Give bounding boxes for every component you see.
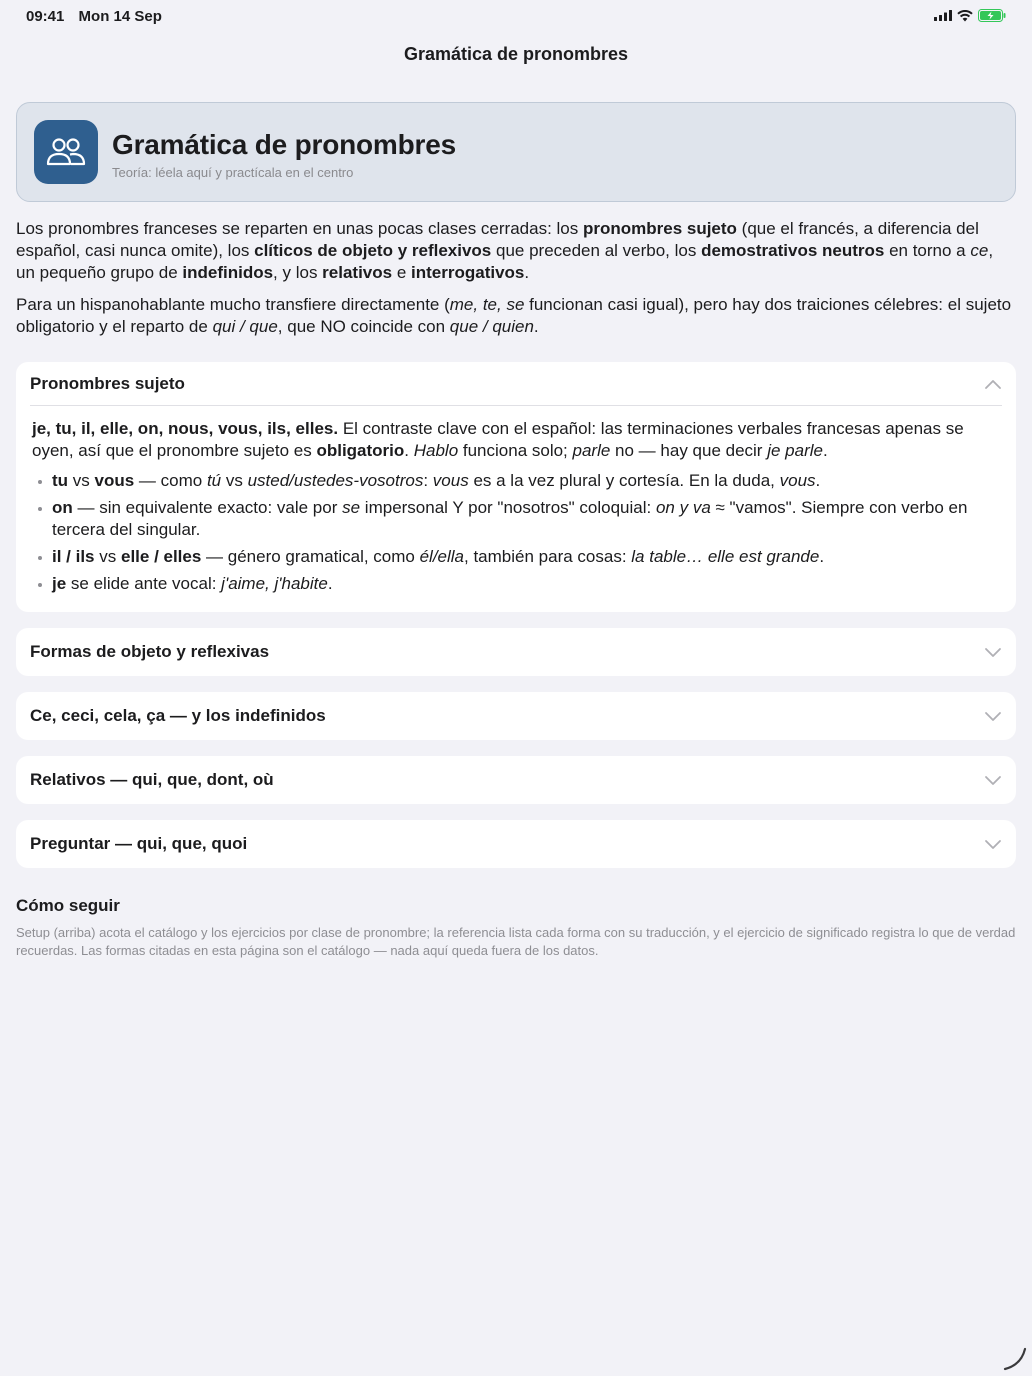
section-title: Ce, ceci, cela, ça — y los indefinidos	[30, 706, 326, 725]
section-preguntar[interactable]	[16, 820, 1016, 868]
section-formas-objeto[interactable]	[16, 628, 1016, 676]
hero-subtitle: Teoría: léela aquí y practícala en el centro	[112, 164, 354, 180]
section-title: Formas de objeto y reflexivas	[30, 642, 270, 661]
chevron-down-icon	[984, 838, 1002, 850]
chevron-down-icon	[984, 774, 1002, 786]
hero-card	[16, 102, 1016, 202]
battery-charging-icon	[978, 9, 1006, 22]
intro-paragraph-1: Los pronombres franceses se reparten en unas pocas clases cerradas: los pronombres sujeto (que el francés, a diferencia del español, casi nunca omite), los clíticos de objeto y reflexivos que preceden al verbo, los demostrativos neutros en torno a ce, un pequeño grupo de indefinidos, y los relativos e interrogativos.	[16, 219, 994, 282]
signal-icon	[934, 10, 952, 21]
section-title: Pronombres sujeto	[30, 373, 185, 393]
section-title: Preguntar — qui, que, quoi	[30, 834, 248, 853]
status-date: Mon 14 Sep	[78, 8, 162, 25]
list-item: on — sin equivalente exacto: vale por se impersonal Y por "nosotros" coloquial: on y va ≈ "vamos". Siempre con verbo en tercera del singular.	[32, 497, 1000, 541]
section-body-text: je, tu, il, elle, on, nous, vous, ils, elles. El contraste clave con el español: las terminaciones verbales francesas apenas se oyen, así que el pronombre sujeto es obligatorio. Hablo funciona solo; parle no — hay que decir je parle.	[32, 419, 964, 460]
section-pronombres-sujeto	[16, 362, 1016, 612]
next-steps-title: Cómo seguir	[16, 896, 120, 915]
nav-title: Gramática de pronombres	[403, 44, 629, 64]
section-header[interactable]	[16, 628, 1016, 676]
section-demostrativos[interactable]	[16, 692, 1016, 740]
next-steps-text: Setup (arriba) acota el catálogo y los ejercicios por clase de pronombre; la referencia lista cada forma con su traducción, y el ejercicio de significado registra lo que de verdad recuerdas. Las formas citadas en esta página son el catálogo — nada aquí queda fuera de los datos.	[16, 925, 1016, 958]
status-bar	[0, 0, 1032, 32]
chevron-down-icon	[984, 646, 1002, 658]
hero-title: Gramática de pronombres	[112, 128, 456, 160]
main-content	[16, 102, 1016, 960]
status-time: 09:41	[26, 8, 65, 25]
section-title: Relativos — qui, que, dont, où	[30, 770, 274, 789]
bullet-list	[32, 470, 1000, 595]
chevron-up-icon	[984, 378, 1002, 390]
chevron-down-icon	[984, 710, 1002, 722]
list-item: je se elide ante vocal: j'aime, j'habite.	[32, 573, 1000, 595]
people-icon	[34, 120, 98, 184]
intro-paragraph-2: Para un hispanohablante mucho transfiere directamente (me, te, se funcionan casi igual), pero hay dos traiciones célebres: el sujeto obligatorio y el reparto de qui / que, que NO coincide con que / quien.	[16, 295, 1012, 336]
wifi-icon	[957, 10, 973, 22]
section-header[interactable]	[16, 756, 1016, 804]
intro-text	[16, 218, 1016, 338]
section-relativos[interactable]	[16, 756, 1016, 804]
section-body	[16, 406, 1016, 612]
section-header[interactable]	[16, 692, 1016, 740]
section-header[interactable]	[16, 820, 1016, 868]
resize-handle-icon[interactable]	[1002, 1346, 1028, 1372]
list-item: il / ils vs elle / elles — género gramatical, como él/ella, también para cosas: la table… elle est grande.	[32, 546, 1000, 568]
section-header-pronombres-sujeto[interactable]	[30, 362, 1002, 406]
list-item: tu vs vous — como tú vs usted/ustedes-vosotros: vous es a la vez plural y cortesía. En la duda, vous.	[32, 470, 1000, 492]
